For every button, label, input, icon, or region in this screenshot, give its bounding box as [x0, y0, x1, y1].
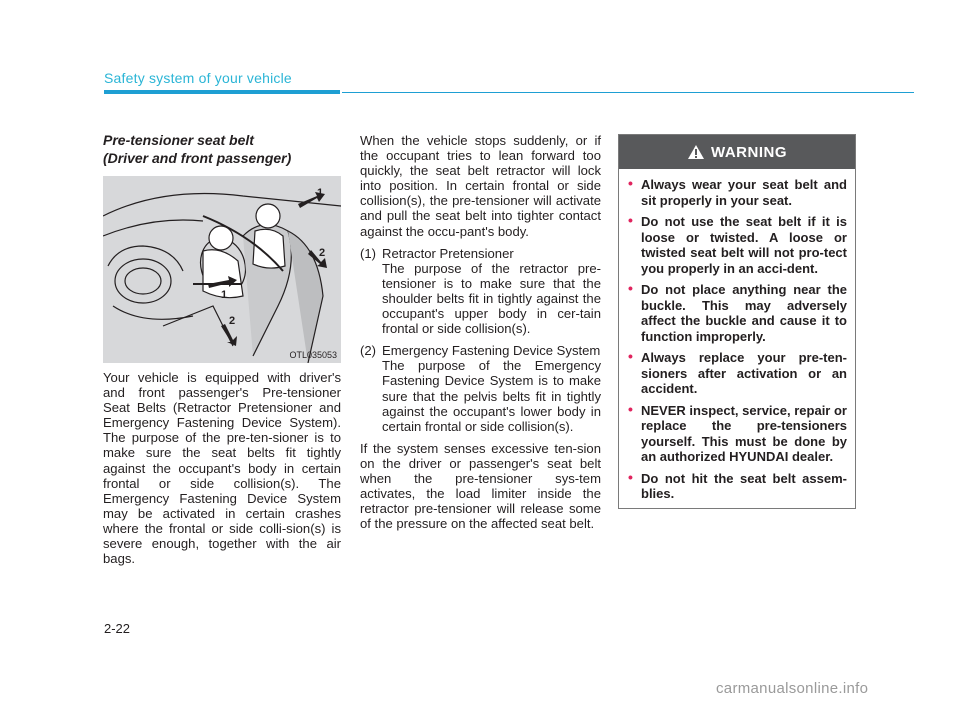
warning-title: WARNING: [711, 143, 787, 161]
warning-item: [628, 280, 847, 344]
list-item-2-text: The purpose of the Emergency Fastening Device System is to make sure that the pelvis belts fit in tightly against the occupant's lower body in certain frontal or side collision(s).: [382, 358, 601, 434]
bullet-icon: •: [628, 468, 633, 485]
illustration-code: OTL035053: [289, 350, 337, 360]
page-number: 2-22: [104, 621, 131, 636]
illus-label-1-top: 1: [317, 187, 324, 199]
illus-label-1-mid: 1: [221, 289, 228, 301]
left-column: [103, 370, 341, 566]
warning-item-text: Do not use the seat belt if it is loose or twisted. A loose or twisted seat belt will not pro-tect you properly in an acci-dent.: [641, 214, 847, 276]
illus-label-2-low: 2: [229, 315, 236, 327]
warning-item: [628, 468, 847, 502]
warning-item-text: Always wear your seat belt and sit properly in your seat.: [641, 177, 847, 208]
list-item-1-heading: [360, 246, 601, 261]
warning-item: [628, 400, 847, 465]
arrow-2-low: [221, 324, 237, 346]
warning-triangle-icon: [687, 144, 705, 160]
list-item-1-title: Retractor Pretensioner: [382, 245, 514, 261]
list-item-2-heading: [360, 343, 601, 358]
warning-item-text: Do not place anything near the buckle. This may adversely affect the buckle and cause it to function improperly.: [641, 282, 847, 344]
header-rule: [342, 92, 914, 93]
warning-item-text: Do not hit the seat belt assem-blies.: [641, 470, 847, 501]
section-title: [103, 131, 343, 167]
section-header-title: Safety system of your vehicle: [104, 70, 292, 86]
bullet-icon: •: [628, 280, 633, 296]
bullet-icon: •: [628, 175, 633, 191]
warning-header: [619, 135, 855, 169]
closing-paragraph: If the system senses excessive ten-sion on the driver or passenger's seat belt when the pre-tensioner sys-tem activates, the load limiter inside the retractor pre-tensioner will release some of the pressure on the affected seat belt.: [360, 440, 601, 532]
pretensioner-illustration: [103, 176, 341, 363]
list-item-2-body: [360, 358, 601, 433]
warning-item-text: Always replace your pre-ten-sioners after activation or an accident.: [641, 350, 847, 396]
warning-item: [628, 348, 847, 397]
bullet-icon: •: [628, 400, 633, 417]
warning-item: [628, 212, 847, 276]
list-item-2-title: Emergency Fastening Device System: [382, 343, 601, 359]
header-accent-bar: [104, 90, 340, 94]
illus-label-2-top: 2: [319, 247, 326, 259]
car-interior-drawing: [103, 176, 341, 363]
warning-list: [619, 169, 855, 502]
intro-paragraph: When the vehicle stops suddenly, or if the occupant tries to lean forward too quickly, the seat belt retractor will lock into position. In certain frontal or side collision(s), the pre-tensioner will activate and pull the seat belt into tighter contact against the occu-pant's body.: [360, 133, 601, 239]
bullet-icon: •: [628, 212, 633, 228]
list-item-1-text: The purpose of the retractor pre-tensioner is to make sure that the shoulder belts fit in tightly against the occupant's upper body in cer-tain frontal or side collision(s).: [382, 260, 601, 337]
section-title-line1: Pre-tensioner seat belt: [103, 132, 254, 148]
list-item-2-number: (2): [360, 343, 377, 359]
list-item-1-number: (1): [360, 245, 377, 261]
section-title-line2: (Driver and front passenger): [103, 150, 292, 166]
left-paragraph: Your vehicle is equipped with driver's and front passenger's Pre-tensioner Seat Belts (Retractor Pretensioner and Emergency Fastening Device System). The purpose of the pre-ten-sioner is to make sure the seat belts fit tightly against the occupant's body in certain frontal or side collision(s). The Emergency Fastening Device System may be activated in certain crashes where the frontal or side colli-sion(s) is severe enough, together with the air bags.: [103, 370, 341, 567]
watermark-text[interactable]: carmanualsonline.info: [716, 680, 869, 697]
warning-item-text: NEVER inspect, service, repair or replace the pre-tensioners yourself. This must be done by an authorized HYUNDAI dealer.: [641, 402, 847, 464]
list-item-1-body: [360, 261, 601, 336]
bullet-icon: •: [628, 348, 633, 364]
middle-column: [360, 133, 601, 531]
warning-item: [628, 175, 847, 208]
warning-box: [618, 134, 856, 509]
